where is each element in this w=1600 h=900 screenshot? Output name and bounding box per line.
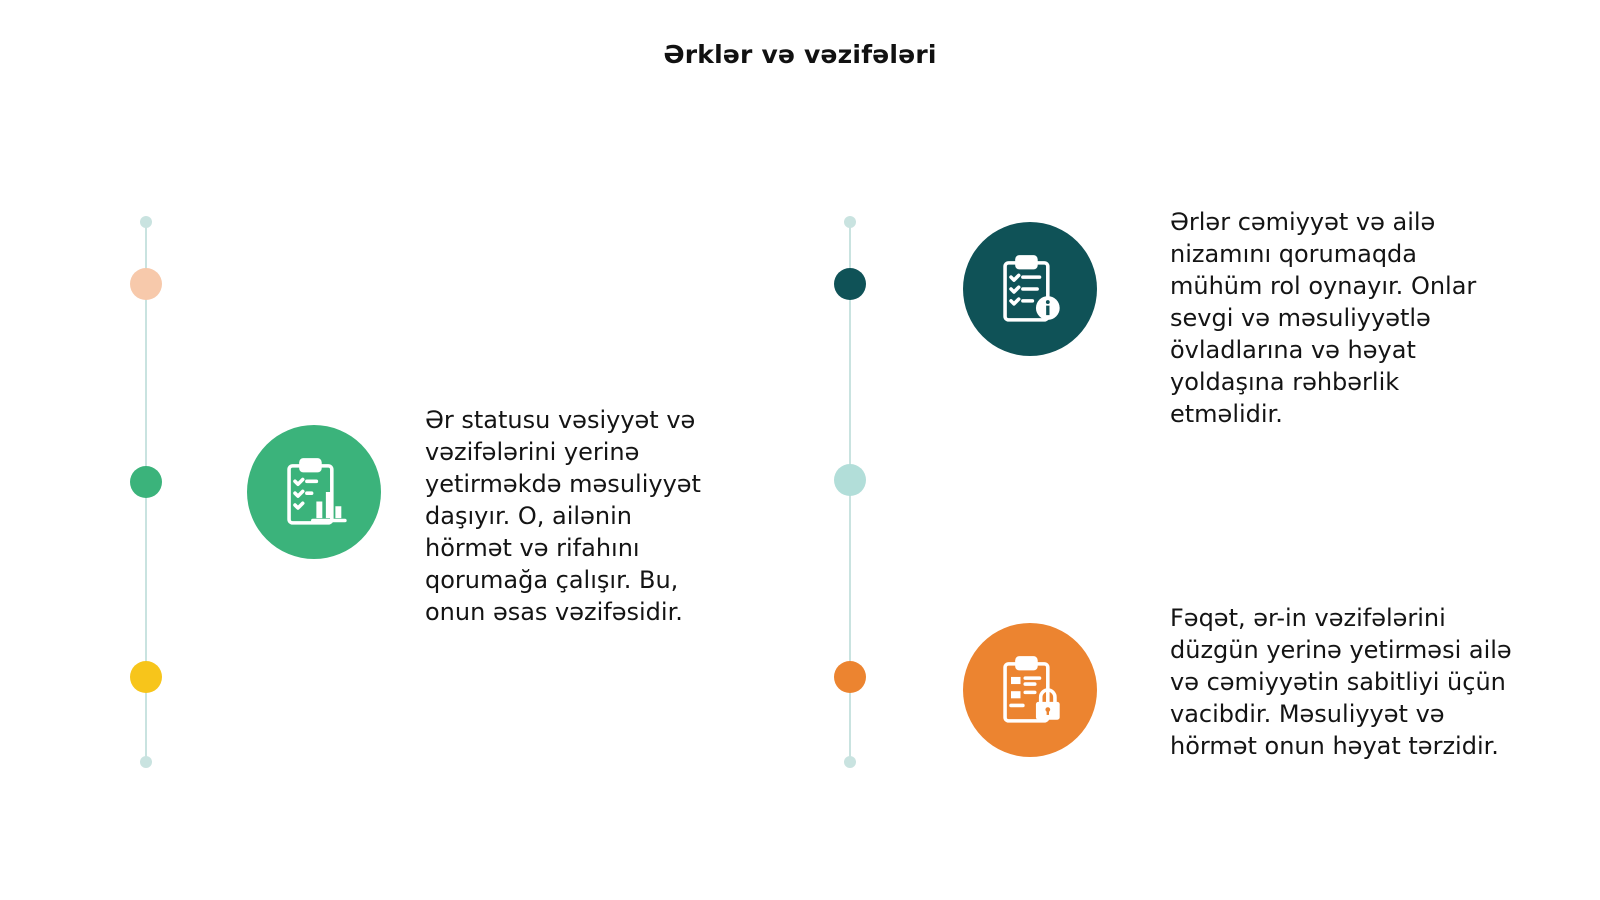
clipboard-info-icon <box>992 251 1068 327</box>
timeline-end-dot <box>140 756 152 768</box>
timeline-start-dot <box>140 216 152 228</box>
clipboard-chart-icon <box>276 454 352 530</box>
timeline-node-green <box>130 466 162 498</box>
item-3-text: Fəqət, ər-in vəzifələrini düzgün yerinə yetirməsi ailə və cəmiyyətin sabitliyi üçün vacibdir. Məsuliyyət və hörmət onun həyat tərzidir. <box>1170 604 1512 760</box>
item-3-badge <box>963 623 1097 757</box>
item-2-text: Ərlər cəmiyyət və ailə nizamını qorumaqda mühüm rol oynayır. Onlar sevgi və məsuliyyətlə övladlarına və həyat yoldaşına rəhbərlik etməlidir. <box>1170 208 1477 428</box>
item-1-badge <box>247 425 381 559</box>
page-title: Ərklər və vəzifələri <box>663 40 937 69</box>
timeline-node-yellow <box>130 661 162 693</box>
timeline-node-orange <box>834 661 866 693</box>
timeline-end-dot <box>844 756 856 768</box>
item-1-text: Ər statusu vəsiyyət və vəzifələrini yerinə yetirməkdə məsuliyyət daşıyır. O, ailənin hörmət və rifahını qorumağa çalışır. Bu, onun əsas vəzifəsidir. <box>425 406 701 626</box>
timeline-node-peach <box>130 268 162 300</box>
right-timeline <box>840 216 860 768</box>
clipboard-lock-icon <box>992 652 1068 728</box>
item-2-badge <box>963 222 1097 356</box>
left-timeline <box>136 216 156 768</box>
timeline-start-dot <box>844 216 856 228</box>
timeline-node-mint <box>834 464 866 496</box>
timeline-node-teal <box>834 268 866 300</box>
